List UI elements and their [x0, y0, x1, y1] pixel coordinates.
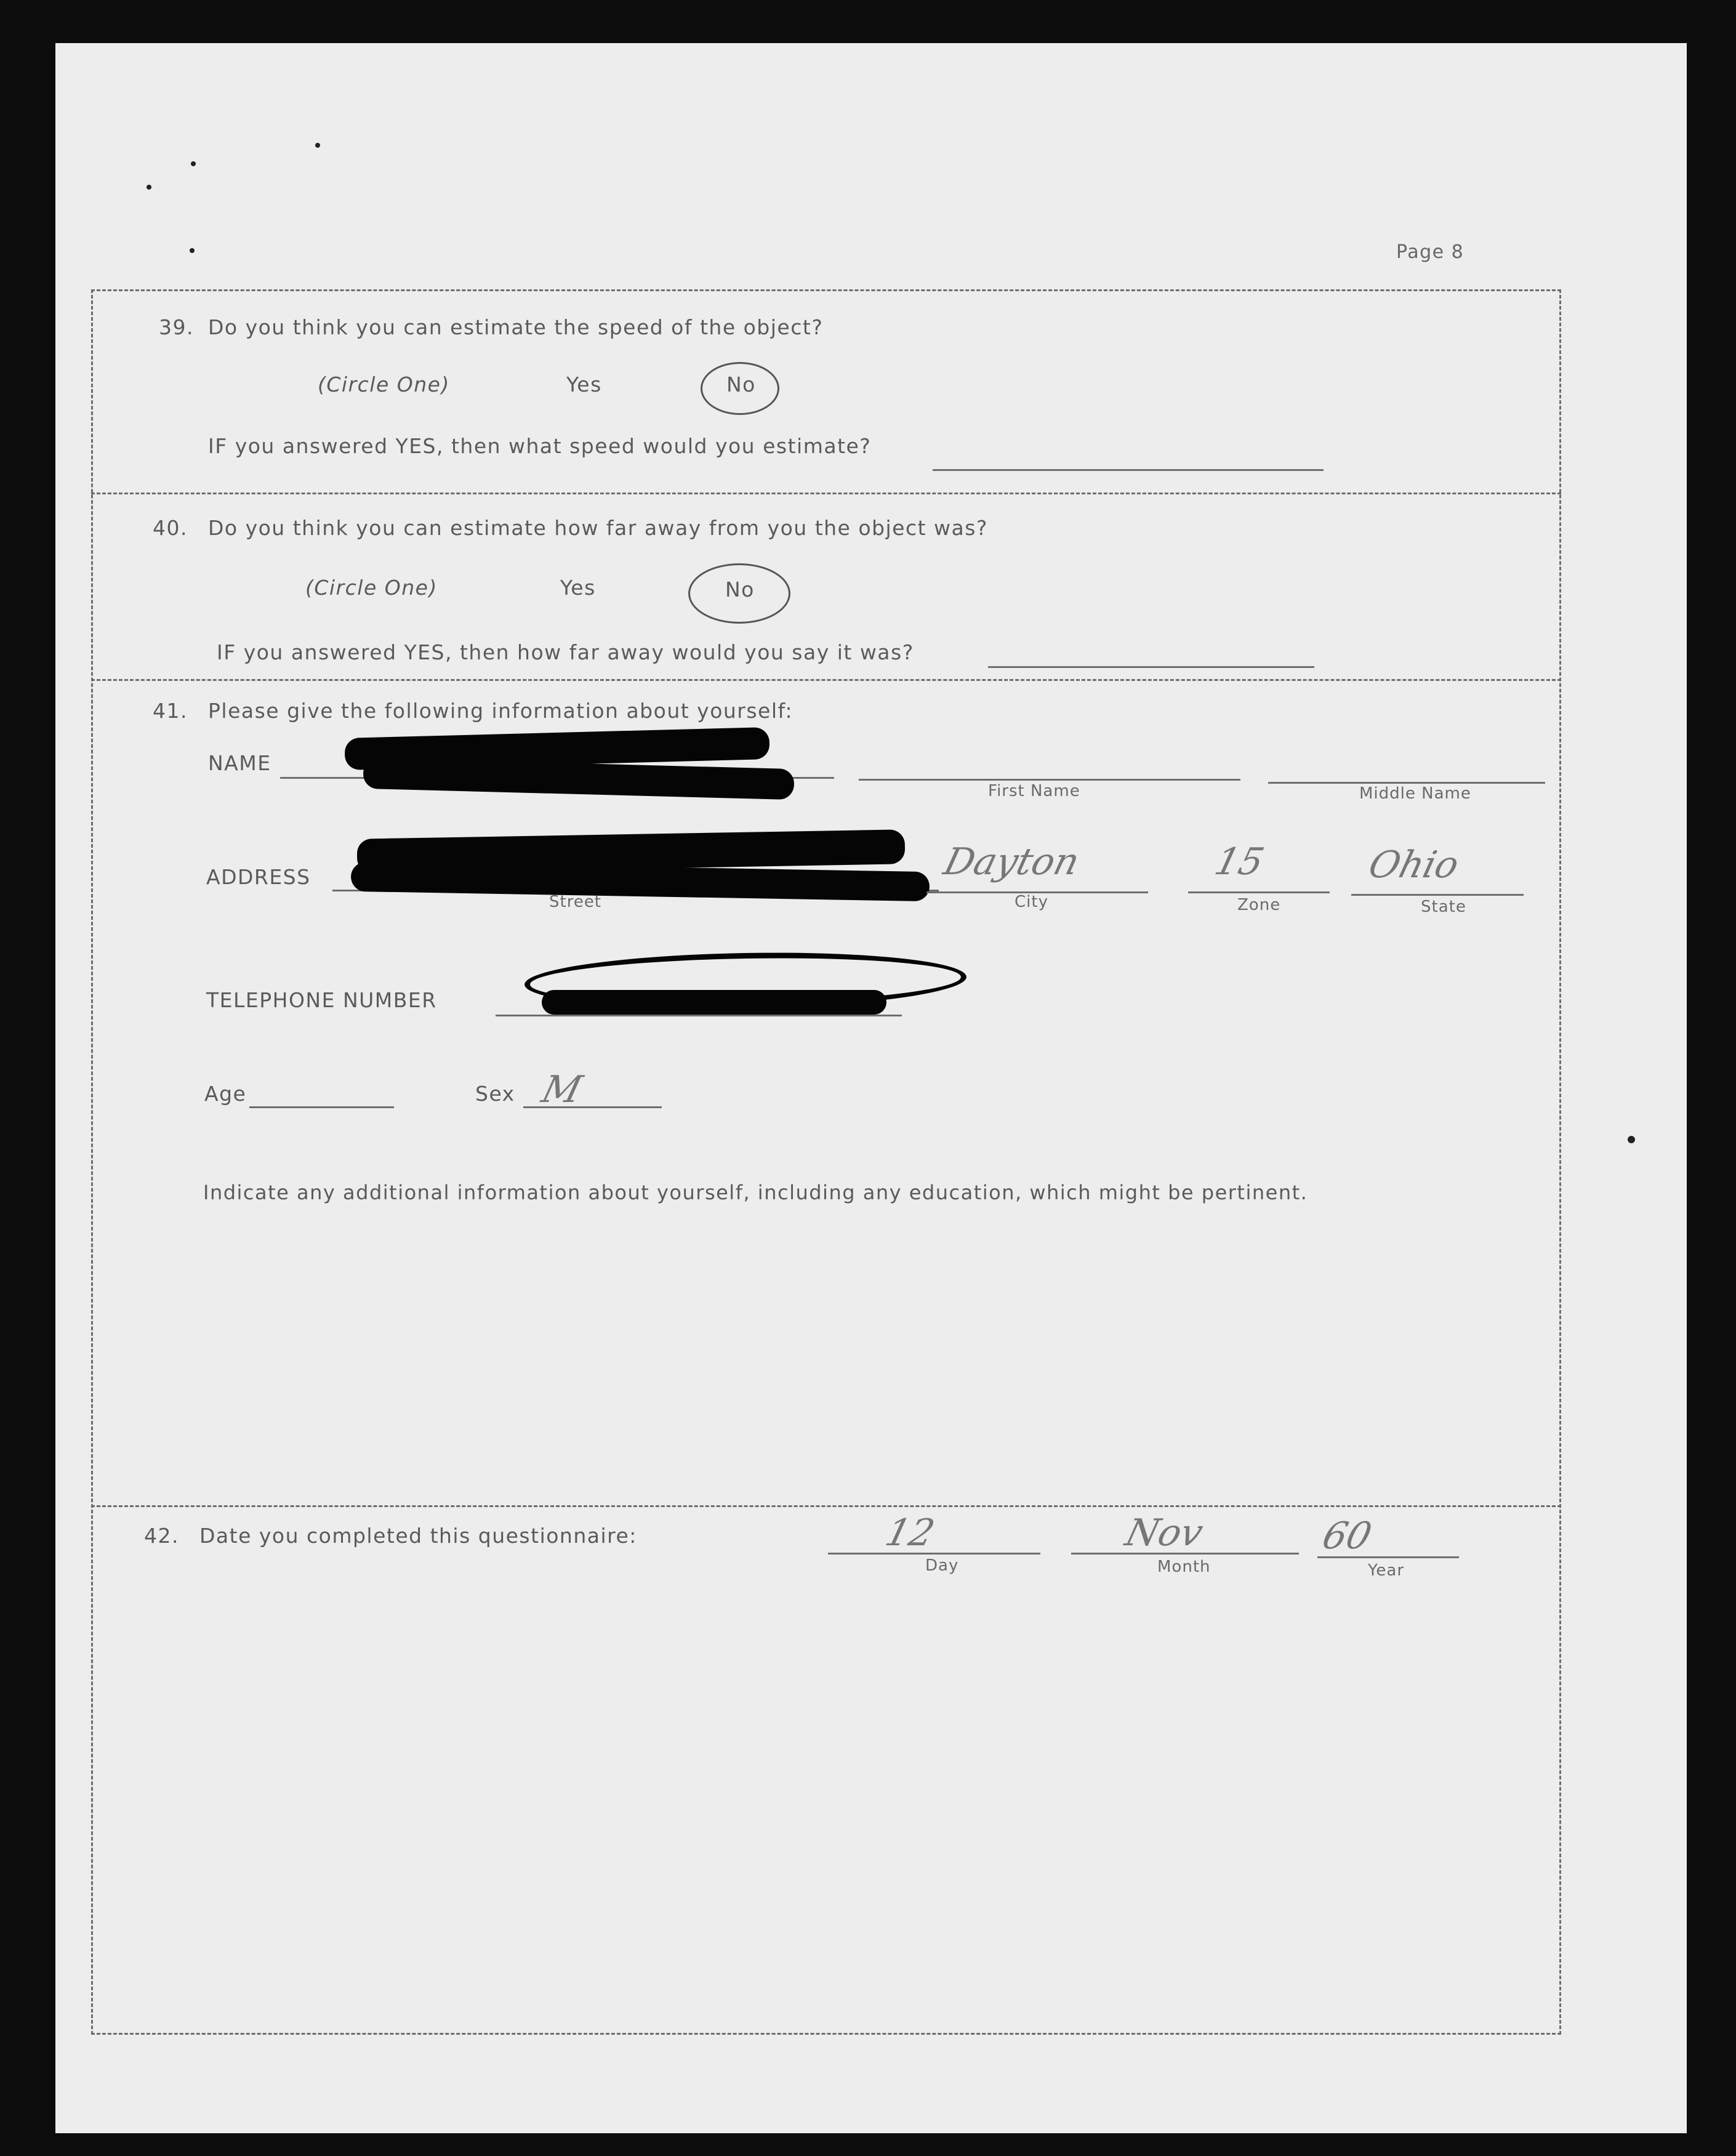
q41-number: 41.: [153, 699, 188, 723]
scan-speck: [191, 161, 196, 166]
q40-yes-option[interactable]: Yes: [560, 576, 596, 600]
address-label: ADDRESS: [206, 865, 311, 889]
first-name-line[interactable]: [859, 779, 1240, 781]
sex-label: Sex: [475, 1082, 515, 1106]
q39-speed-answer-line[interactable]: [933, 469, 1324, 471]
scan-speck: [147, 185, 151, 190]
q40-number: 40.: [153, 516, 188, 540]
q39-yes-option[interactable]: Yes: [566, 372, 602, 396]
q40-distance-answer-line[interactable]: [988, 666, 1314, 668]
year-caption: Year: [1368, 1561, 1405, 1580]
telephone-redaction: [542, 990, 886, 1015]
scan-speck: [190, 248, 195, 253]
q40-no-option[interactable]: No: [725, 577, 755, 601]
state-line[interactable]: [1351, 894, 1524, 896]
section-divider: [91, 1505, 1561, 1507]
state-caption: State: [1421, 898, 1466, 916]
section-divider: [91, 493, 1561, 494]
day-line[interactable]: [828, 1553, 1040, 1555]
month-value: Nov: [1121, 1511, 1208, 1555]
form-frame: [91, 289, 1561, 2035]
q41-prompt: Please give the following information about yourself:: [208, 699, 794, 723]
month-caption: Month: [1157, 1558, 1211, 1576]
day-value: 12: [881, 1511, 939, 1555]
scan-speck: [315, 143, 320, 148]
q42-question: Date you completed this questionnaire:: [199, 1524, 637, 1548]
zone-line[interactable]: [1188, 891, 1330, 893]
q39-number: 39.: [159, 315, 194, 339]
middle-name-caption: Middle Name: [1359, 784, 1471, 803]
page-number: Page 8: [1396, 241, 1465, 263]
day-caption: Day: [925, 1556, 959, 1575]
section-divider: [91, 679, 1561, 681]
q39-circle-one: (Circle One): [318, 372, 450, 396]
zone-caption: Zone: [1237, 896, 1281, 914]
city-caption: City: [1015, 893, 1048, 911]
age-label: Age: [204, 1082, 247, 1106]
city-value: Dayton: [939, 840, 1084, 883]
q40-circle-one: (Circle One): [305, 576, 438, 600]
middle-name-line[interactable]: [1268, 782, 1545, 784]
first-name-caption: First Name: [988, 782, 1080, 800]
year-value: 60: [1318, 1514, 1376, 1558]
q39-no-option[interactable]: No: [726, 372, 756, 396]
q39-followup: IF you answered YES, then what speed would you estimate?: [208, 434, 872, 458]
q42-number: 42.: [144, 1524, 179, 1548]
state-value: Ohio: [1364, 843, 1463, 887]
additional-info-prompt: Indicate any additional information about yourself, including any education, which might be pertinent.: [203, 1181, 1308, 1204]
street-caption: Street: [549, 893, 602, 911]
q39-question: Do you think you can estimate the speed of the object?: [208, 315, 824, 339]
name-label: NAME: [208, 751, 271, 775]
zone-value: 15: [1210, 840, 1269, 883]
age-line[interactable]: [249, 1106, 394, 1108]
sex-value: M: [537, 1068, 587, 1111]
telephone-line[interactable]: [496, 1015, 902, 1016]
q40-question: Do you think you can estimate how far away from you the object was?: [208, 516, 988, 540]
q40-followup: IF you answered YES, then how far away would you say it was?: [217, 640, 914, 664]
telephone-label: TELEPHONE NUMBER: [206, 988, 437, 1012]
scan-speck: [1628, 1136, 1635, 1143]
